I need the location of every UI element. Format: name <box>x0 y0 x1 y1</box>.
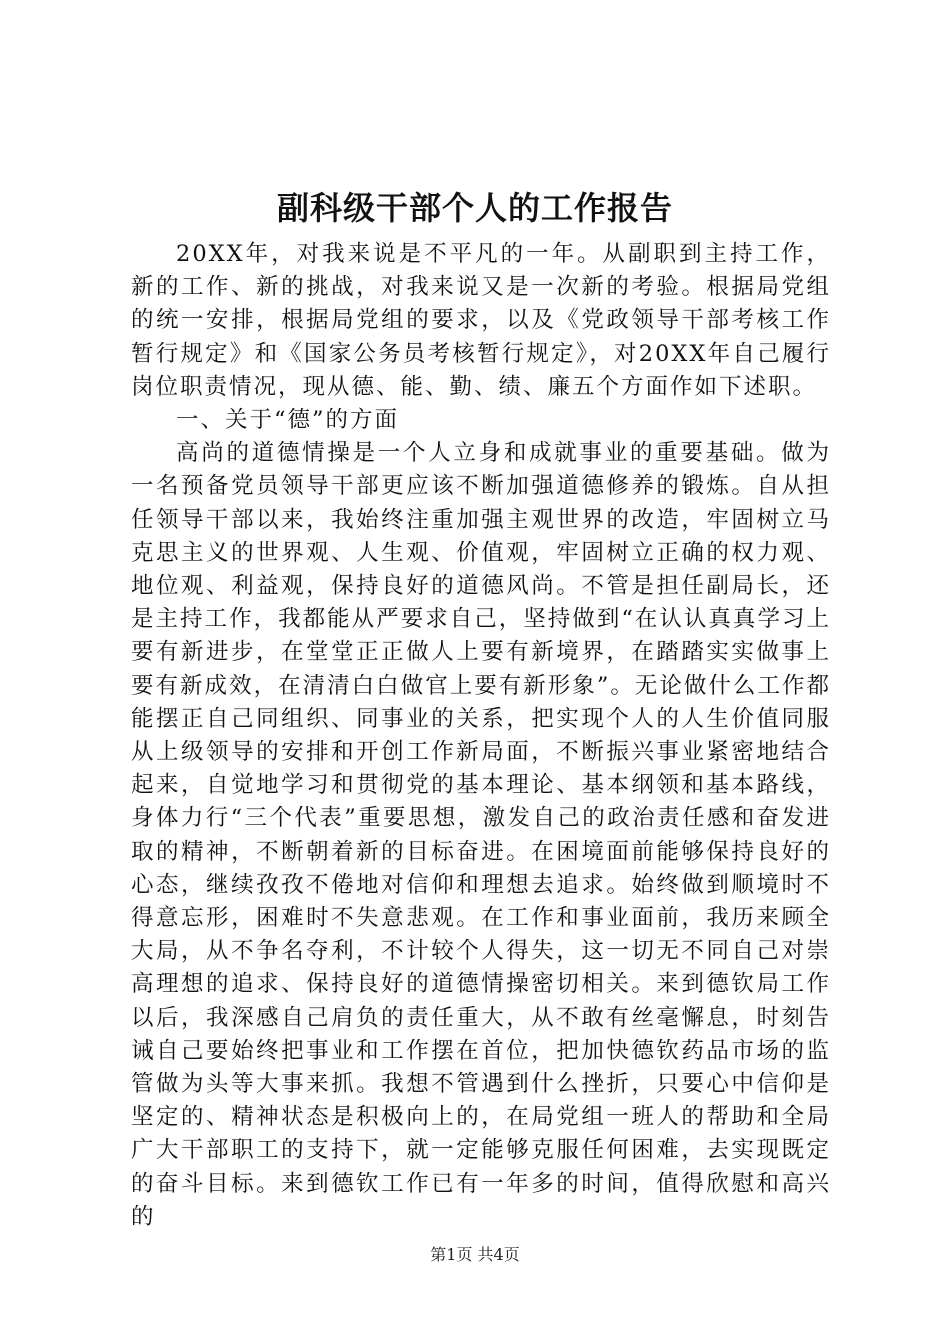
section-heading-de: 一、关于“德”的方面 <box>176 407 400 434</box>
paragraph-de: 高尚的道德情操是一个人立身和成就事业的重要基础。做为一名预备党员领导干部更应该不断加强道德修养的锻炼。自从担任领导干部以来，我始终注重加强主观世界的改造，牢固树立马克思主义的世界观、人生观、价值观，牢固树立正确的权力观、地位观、利益观，保持良好的道德风尚。不管是担任副局长，还是主持工作，我都能从严要求自己，坚持做到“在认认真真学习上要有新进步，在堂堂正正做人上要有新境界，在踏踏实实做事上要有新成效，在清清白白做官上要有新形象”。无论做什么工作都能摆正自己同组织、同事业的关系，把实现个人的人生价值同服从上级领导的安排和开创工作新局面，不断振兴事业紧密地结合起来，自觉地学习和贯彻党的基本理论、基本纲领和基本路线，身体力行“三个代表”重要思想，激发自己的政治责任感和奋发进取的精神，不断朝着新的目标奋进。在困境面前能够保持良好的心态，继续孜孜不倦地对信仰和理想去追求。始终做到顺境时不得意忘形，困难时不失意悲观。在工作和事业面前，我历来顾全大局，从不争名夺利，不计较个人得失，这一切无不同自己对崇高理想的追求、保持良好的道德情操密切相关。来到德钦局工作以后，我深感自己肩负的责任重大，从不敢有丝毫懈息，时刻告诫自己要始终把事业和工作摆在首位，把加快德钦药品市场的监管做为头等大事来抓。我想不管遇到什么挫折，只要心中信仰是坚定的、精神状态是积极向上的，在局党组一班人的帮助和全局广大干部职工的支持下，就一定能够克服任何困难，去实现既定的奋斗目标。来到德钦工作已有一年多的时间，值得欣慰和高兴的 <box>131 440 831 1230</box>
document-title: 副科级干部个人的工作报告 <box>276 189 673 227</box>
page-number: 第1页 共4页 <box>430 1245 520 1264</box>
document-body <box>131 238 831 1234</box>
paragraph-intro: 20XX年，对我来说是不平凡的一年。从副职到主持工作，新的工作、新的挑战，对我来说又是一次新的考验。根据局党组的统一安排，根据局党组的要求，以及《党政领导干部考核工作暂行规定》和《国家公务员考核暂行规定》，对20XX年自己履行岗位职责情况，现从德、能、勤、绩、廉五个方面作如下述职。 <box>131 241 831 400</box>
